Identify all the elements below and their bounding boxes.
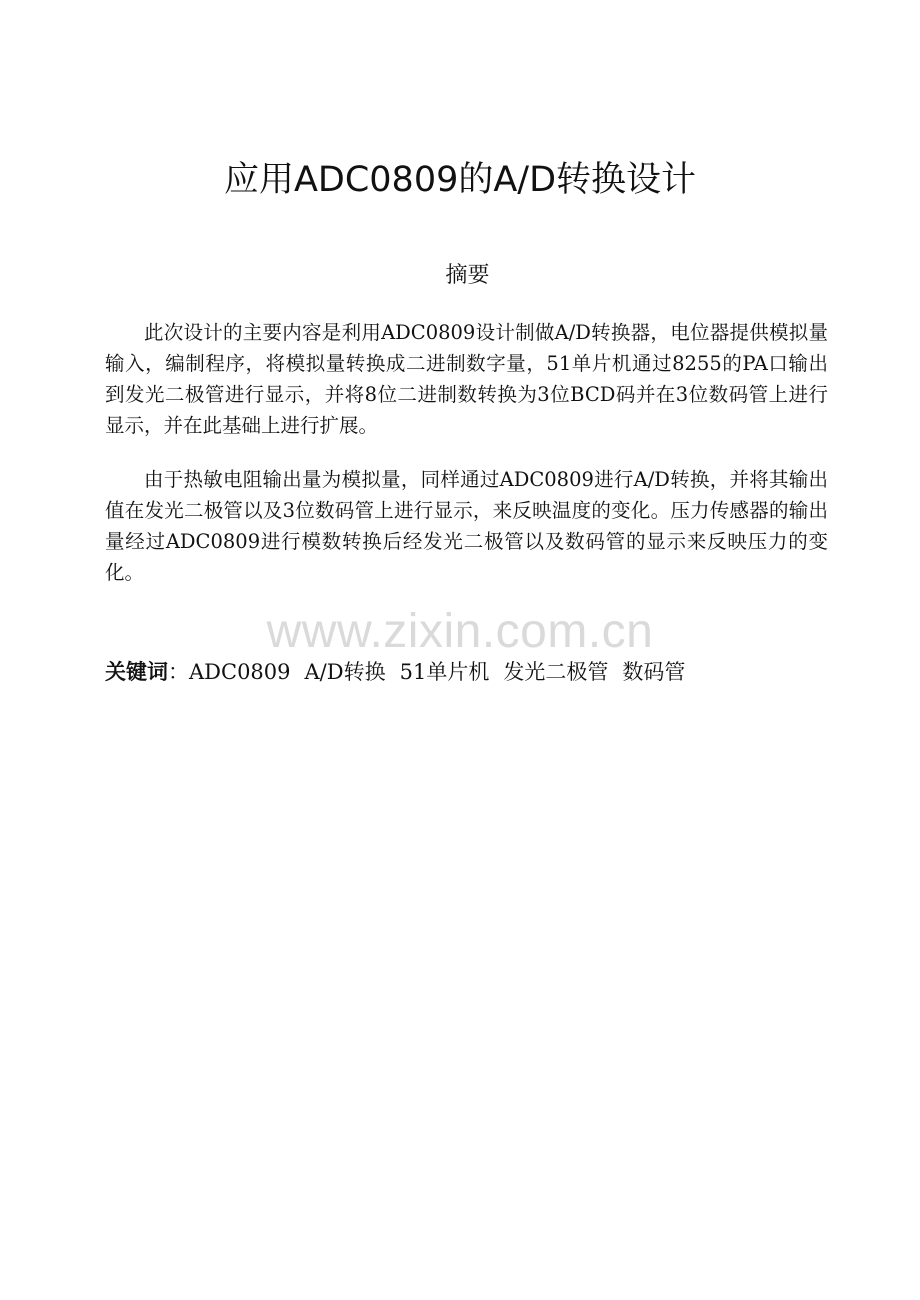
keyword-item: ADC0809 <box>189 660 291 684</box>
keyword-item: 数码管 <box>622 660 686 684</box>
keyword-item: A/D转换 <box>304 660 386 684</box>
keywords-separator: ： <box>168 660 189 684</box>
keyword-item: 51单片机 <box>399 660 490 684</box>
abstract-paragraph-1: 此次设计的主要内容是利用ADC0809设计制做A/D转换器，电位器提供模拟量输入，编制程序，将模拟量转换成二进制数字量，51单片机通过8255的PA口输出到发光二极管进行显示，并将8位二进制数转换为3位BCD码并在3位数码管上进行显示，并在此基础上进行扩展。 <box>105 321 828 437</box>
abstract-paragraph-2: 由于热敏电阻输出量为模拟量，同样通过ADC0809进行A/D转换，并将其输出值在发光二极管以及3位数码管上进行显示，来反映温度的变化。压力传感器的输出量经过ADC0809进行模数转换后经发光二极管以及数码管的显示来反映压力的变化。 <box>105 468 828 584</box>
keyword-item: 发光二极管 <box>503 660 609 684</box>
abstract-heading: 摘要 <box>445 263 490 288</box>
keywords-label: 关键词 <box>105 660 168 684</box>
document-title: 应用ADC0809的A/D转换设计 <box>223 160 697 200</box>
watermark: www.zixin.com.cn <box>266 605 654 658</box>
keywords-line <box>105 655 865 689</box>
